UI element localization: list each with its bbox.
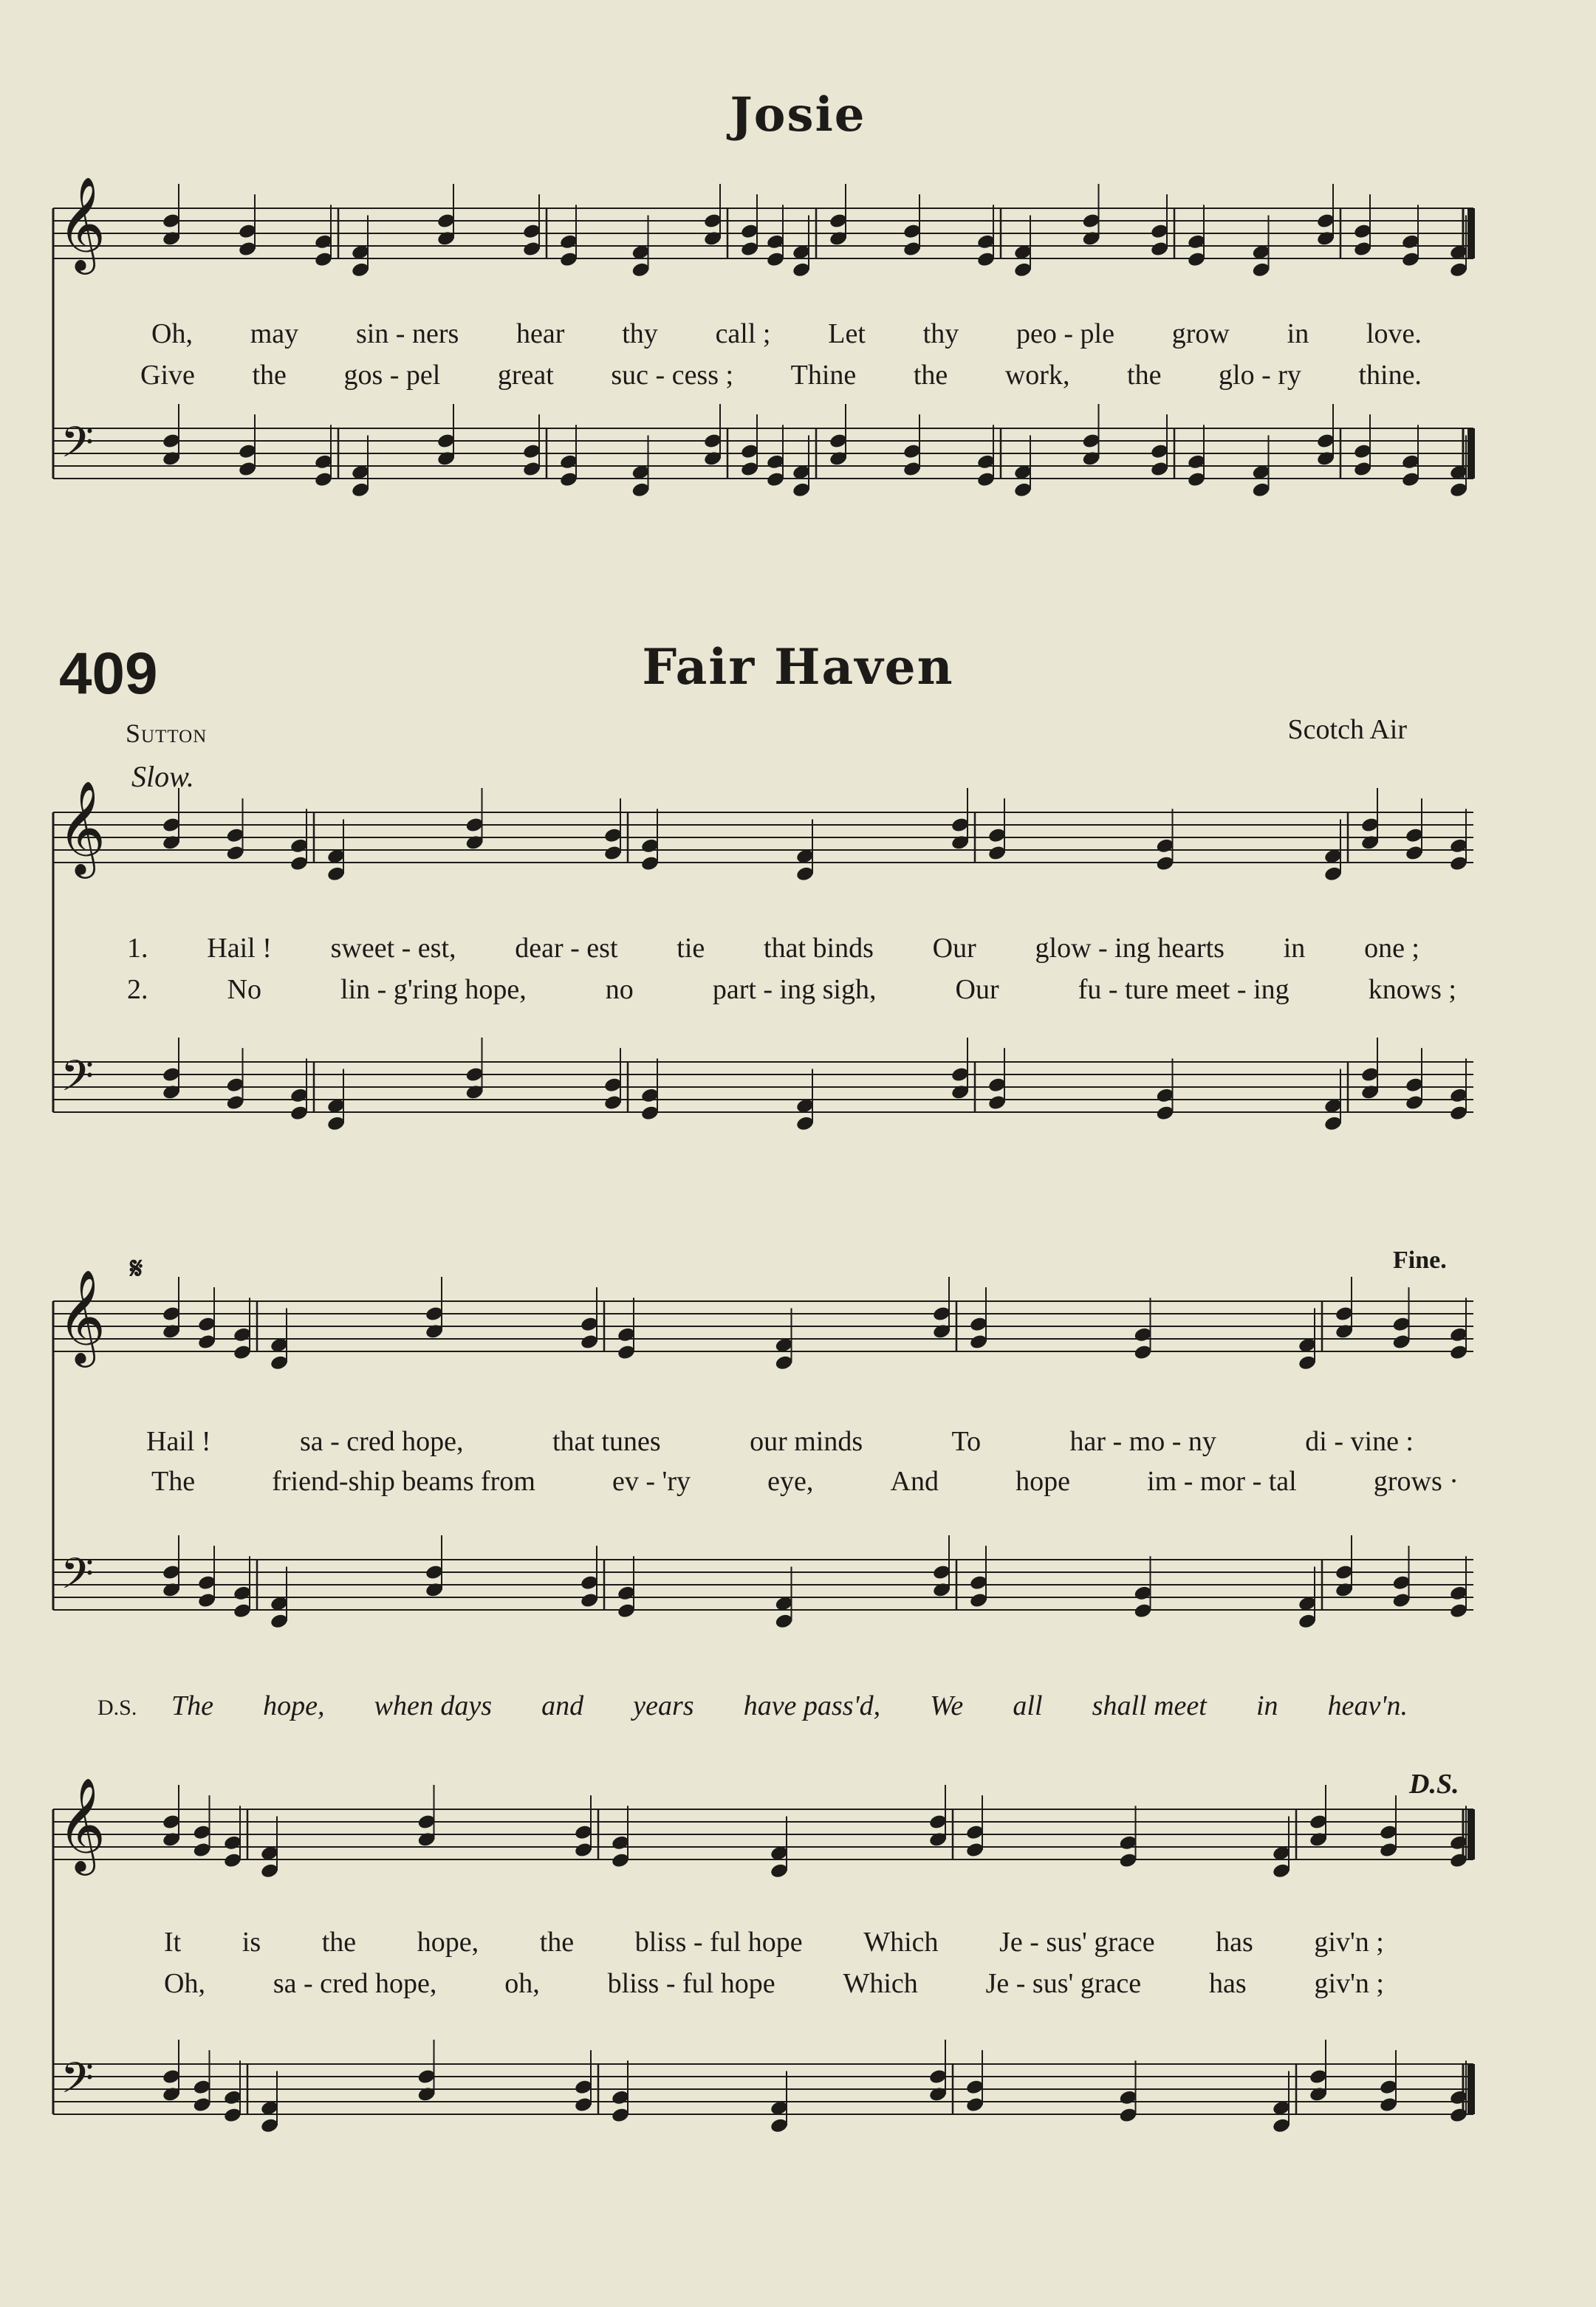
- treble-clef-icon: 𝄞: [58, 780, 106, 874]
- lyric-syllable: grows ·: [1373, 1466, 1459, 1497]
- lyric-syllable: in: [1283, 933, 1306, 964]
- lyric-syllable: that tunes: [552, 1426, 661, 1457]
- lyric-syllable: years: [633, 1690, 694, 1721]
- lyric-syllable: Oh,: [164, 1968, 205, 1999]
- lyric-syllable: oh,: [504, 1968, 540, 1999]
- lyric-syllable: Je - sus' grace: [985, 1968, 1142, 1999]
- lyric-syllable: the: [1127, 360, 1162, 391]
- lyric-syllable: Our: [932, 933, 976, 964]
- lyric-syllable: tie: [677, 933, 705, 964]
- lyric-syllable: heav'n.: [1327, 1690, 1408, 1721]
- lyric-syllable: And: [890, 1466, 939, 1497]
- lyric-syllable: the: [539, 1927, 575, 1958]
- bass-clef-icon: 𝄢: [61, 1549, 95, 1609]
- lyric-syllable: when days: [374, 1690, 492, 1721]
- ds-mark: D.S.: [1409, 1769, 1459, 1800]
- lyric-syllable: 1.: [127, 933, 148, 964]
- lyric-syllable: sa - cred hope,: [273, 1968, 437, 1999]
- lyric-syllable: has: [1216, 1927, 1253, 1958]
- lyric-syllable: sweet - est,: [330, 933, 456, 964]
- lyric-syllable: is: [242, 1927, 261, 1958]
- lyric-syllable: part - ing sigh,: [712, 974, 877, 1005]
- lyric-syllable: glow - ing hearts: [1035, 933, 1225, 964]
- lyric-syllable: suc - cess ;: [611, 360, 734, 391]
- lyric-line: [164, 1967, 1384, 2000]
- lyric-line: [127, 932, 1419, 964]
- ds-prefix: D.S.: [97, 1696, 137, 1720]
- lyric-syllable: our minds: [750, 1426, 863, 1457]
- lyric-syllable: Give: [140, 360, 195, 391]
- bass-clef-icon: 𝄢: [61, 1051, 95, 1111]
- bass-clef-icon: 𝄢: [61, 2053, 95, 2114]
- lyric-syllable: all: [1013, 1690, 1043, 1721]
- lyric-syllable: hope: [1016, 1466, 1070, 1497]
- lyric-syllable: giv'n ;: [1314, 1927, 1384, 1958]
- lyric-syllable: sa - cred hope,: [299, 1426, 464, 1457]
- lyric-syllable: the: [252, 360, 287, 391]
- lyric-syllable: may: [250, 318, 299, 349]
- lyric-syllable: Let: [828, 318, 866, 349]
- lyric-syllable: hear: [516, 318, 565, 349]
- lyric-syllable: Hail !: [207, 933, 272, 964]
- ds-lyric-line: [171, 1690, 1408, 1722]
- lyric-syllable: in: [1287, 318, 1309, 349]
- tune-source: Scotch Air: [1287, 714, 1407, 745]
- fine-mark: Fine.: [1393, 1247, 1447, 1274]
- lyric-syllable: bliss - ful hope: [607, 1968, 775, 1999]
- lyric-syllable: in: [1256, 1690, 1278, 1721]
- lyric-syllable: To: [951, 1426, 982, 1457]
- lyric-syllable: that binds: [764, 933, 874, 964]
- lyric-syllable: ev - 'ry: [612, 1466, 691, 1497]
- lyric-syllable: peo - ple: [1016, 318, 1114, 349]
- lyric-syllable: hope,: [417, 1927, 479, 1958]
- lyric-syllable: Which: [863, 1927, 939, 1958]
- lyric-syllable: Oh,: [151, 318, 193, 349]
- lyric-syllable: thy: [922, 318, 959, 349]
- lyric-syllable: It: [164, 1927, 182, 1958]
- lyric-syllable: grow: [1171, 318, 1230, 349]
- lyric-line: [151, 318, 1422, 350]
- composer-credit: Sutton: [126, 719, 208, 748]
- lyric-syllable: thy: [622, 318, 658, 349]
- bass-clef-icon: 𝄢: [61, 417, 95, 478]
- lyric-syllable: thine.: [1358, 360, 1422, 391]
- lyric-syllable: and: [541, 1690, 584, 1721]
- lyric-syllable: sin - ners: [355, 318, 459, 349]
- lyric-syllable: one ;: [1364, 933, 1419, 964]
- lyric-line: [146, 1425, 1414, 1458]
- final-barline: [1467, 1809, 1475, 1859]
- lyric-syllable: love.: [1366, 318, 1422, 349]
- lyric-syllable: friend-ship beams from: [272, 1466, 535, 1497]
- final-barline: [1467, 208, 1475, 258]
- lyric-syllable: lin - g'ring hope,: [340, 974, 527, 1005]
- lyric-syllable: shall meet: [1092, 1690, 1207, 1721]
- final-barline: [1467, 428, 1475, 479]
- tempo-marking: Slow.: [131, 760, 194, 793]
- lyric-syllable: Je - sus' grace: [999, 1927, 1155, 1958]
- final-barline: [1467, 2064, 1475, 2114]
- lyric-syllable: Hail !: [146, 1426, 211, 1457]
- tune-title-josie: Josie: [730, 87, 866, 143]
- lyric-syllable: has: [1208, 1968, 1247, 1999]
- lyric-line: [164, 1926, 1384, 1958]
- lyric-line: [140, 359, 1422, 391]
- lyric-syllable: dear - est: [515, 933, 618, 964]
- lyric-line: [127, 973, 1456, 1006]
- treble-clef-icon: 𝄞: [58, 1777, 106, 1871]
- lyric-syllable: Thine: [790, 360, 857, 391]
- treble-clef-icon: 𝄞: [58, 1269, 106, 1363]
- lyric-syllable: eye,: [767, 1466, 814, 1497]
- lyric-syllable: bliss - ful hope: [634, 1927, 803, 1958]
- lyric-syllable: Our: [955, 974, 999, 1005]
- lyric-syllable: fu - ture meet - ing: [1078, 974, 1290, 1005]
- lyric-syllable: im - mor - tal: [1147, 1466, 1297, 1497]
- lyric-syllable: knows ;: [1368, 974, 1456, 1005]
- lyric-syllable: call ;: [715, 318, 771, 349]
- lyric-syllable: Which: [843, 1968, 918, 1999]
- lyric-syllable: The: [171, 1690, 213, 1721]
- lyric-syllable: the: [913, 360, 948, 391]
- lyric-syllable: giv'n ;: [1314, 1968, 1384, 1999]
- lyric-syllable: hope,: [263, 1690, 325, 1721]
- lyric-line: [151, 1465, 1459, 1498]
- lyric-syllable: The: [151, 1466, 196, 1497]
- lyric-syllable: 2.: [127, 974, 148, 1005]
- lyric-syllable: have pass'd,: [743, 1690, 881, 1721]
- lyric-syllable: gos - pel: [343, 360, 441, 391]
- segno-mark: 𝄋: [130, 1252, 143, 1285]
- lyric-syllable: the: [321, 1927, 357, 1958]
- lyric-syllable: great: [497, 360, 554, 391]
- hymn-number: 409: [59, 640, 158, 706]
- lyric-syllable: work,: [1004, 360, 1070, 391]
- lyric-syllable: No: [227, 974, 261, 1005]
- lyric-syllable: glo - ry: [1219, 360, 1301, 391]
- lyric-syllable: We: [930, 1690, 964, 1721]
- lyric-syllable: no: [605, 974, 634, 1005]
- hymn-title: Fair Haven: [642, 638, 954, 696]
- treble-clef-icon: 𝄞: [58, 176, 106, 270]
- lyric-syllable: har - mo - ny: [1069, 1426, 1216, 1457]
- lyric-syllable: di - vine :: [1305, 1426, 1414, 1457]
